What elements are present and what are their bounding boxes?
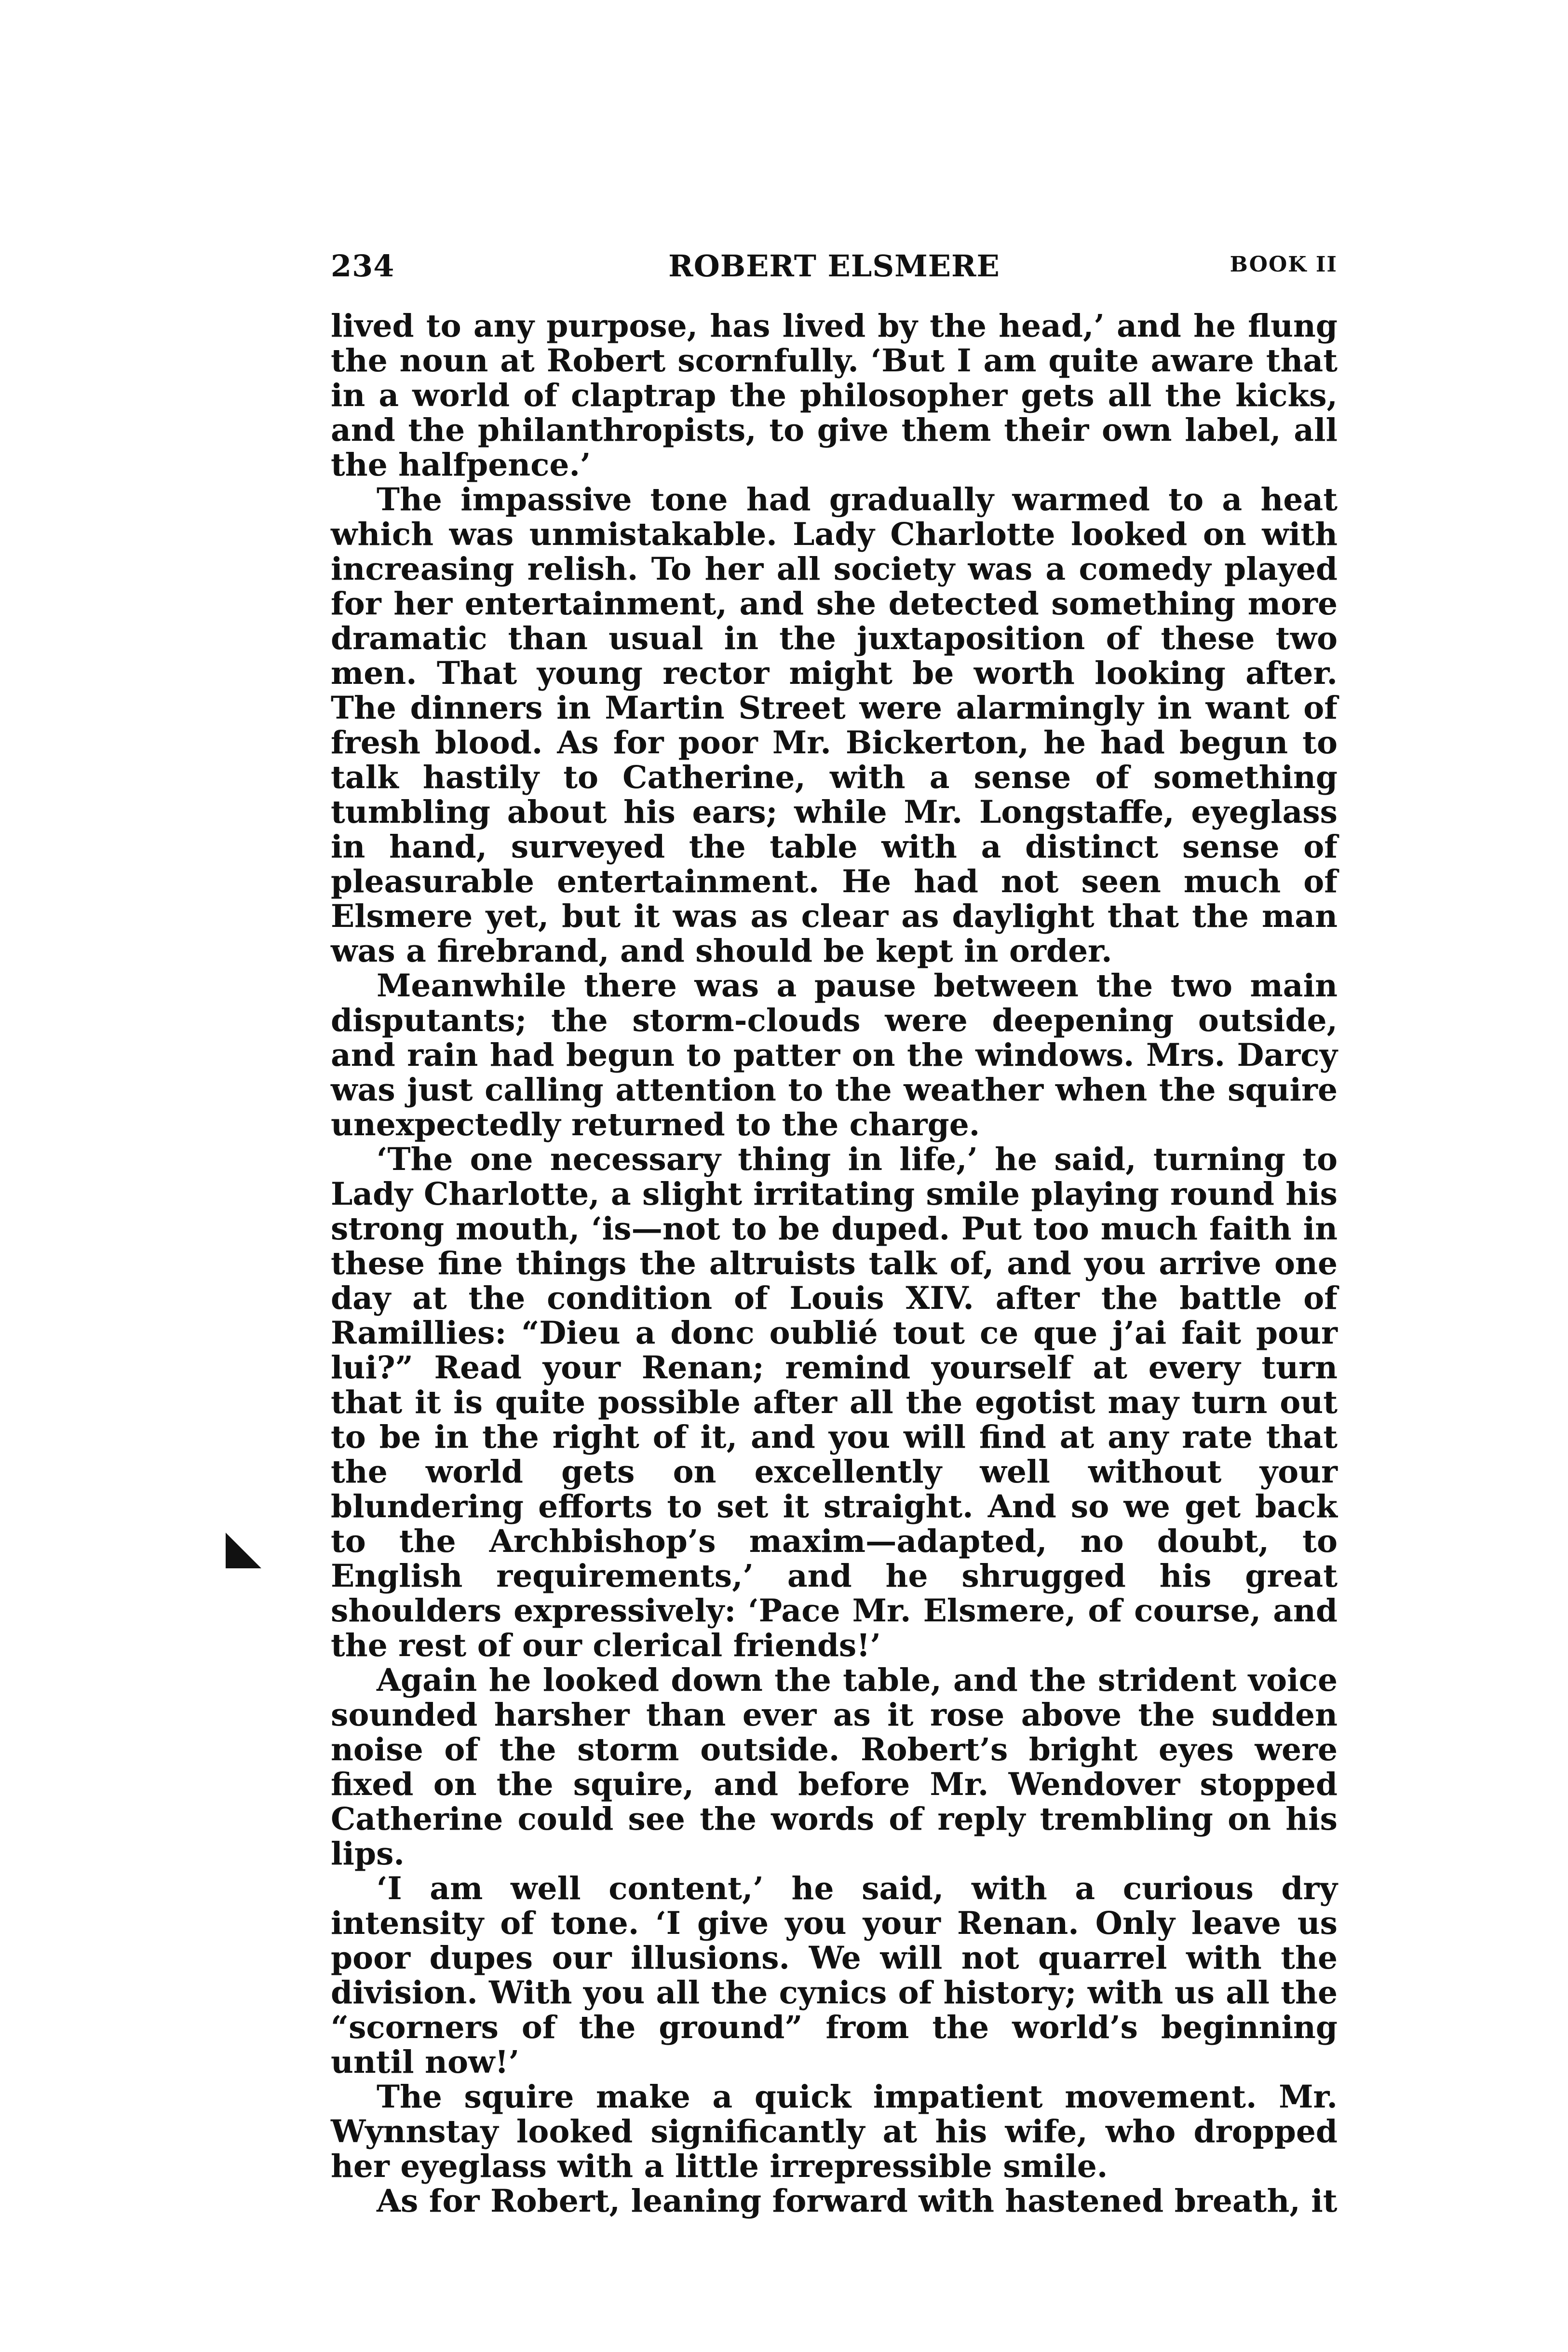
- page-body: [331, 309, 1338, 2218]
- book-label: BOOK II: [1230, 252, 1338, 277]
- triangle-marker-icon: [222, 1529, 265, 1572]
- triangle-marker-svg: [222, 1529, 265, 1572]
- running-header: [331, 248, 1338, 292]
- paragraph: The impassive tone had gradually warmed to a heat which was unmistakable. Lady Charlotte looked on with increasing relish. To her all society was a comedy played for her entertainment, and she detected something more dramatic than usual in the juxtaposition of these two men. That young rector might be worth looking after. The dinners in Martin Street were alarmingly in want of fresh blood. As for poor Mr. Bickerton, he had begun to talk hastily to Catherine, with a sense of something tumbling about his ears; while Mr. Longstaffe, eyeglass in hand, surveyed the table with a distinct sense of pleasurable entertainment. He had not seen much of Elsmere yet, but it was as clear as daylight that the man was a firebrand, and should be kept in order.: [331, 481, 1338, 969]
- paragraph: Again he looked down the table, and the strident voice sounded harsher than ever as it rose above the sudden noise of the storm outside. Robert’s bright eyes were fixed on the squire, and before Mr. Wendover stopped Catherine could see the words of reply trembling on his lips.: [331, 1662, 1338, 1872]
- paragraph: ‘The one necessary thing in life,’ he said, turning to Lady Charlotte, a slight irritating smile playing round his strong mouth, ‘is—not to be duped. Put too much faith in these fine things the altruists talk of, and you arrive one day at the condition of Louis XIV. after the battle of Ramillies: “Dieu a donc oublié tout ce que j’ai fait pour lui?” Read your Renan; remind yourself at every turn that it is quite possible after all the egotist may turn out to be in the right of it, and you will find at any rate that the world gets on excellently well without your blundering efforts to set it straight. And so we get back to the Archbishop’s maxim—adapted, no doubt, to English requirements,’ and he shrugged his great shoulders expressively: ‘Pace Mr. Elsmere, of course, and the rest of our clerical friends!’: [331, 1141, 1338, 1664]
- page-number: 234: [331, 248, 395, 284]
- running-title: ROBERT ELSMERE: [668, 248, 1000, 284]
- paragraph: Meanwhile there was a pause between the two main disputants; the storm-clouds were deepening outside, and rain had begun to patter on the windows. Mrs. Darcy was just calling attention to the weather when the squire unexpectedly returned to the charge.: [331, 967, 1338, 1143]
- paragraph: The squire make a quick impatient movement. Mr. Wynnstay looked significantly at his wife, who dropped her eyeglass with a little irrepressible smile.: [331, 2079, 1338, 2185]
- triangle-marker-shape: [226, 1533, 261, 1568]
- paragraph: ‘I am well content,’ he said, with a curious dry intensity of tone. ‘I give you your Renan. Only leave us poor dupes our illusions. We will not quarrel with the division. With you all the cynics of history; with us all the “scorners of the ground” from the world’s beginning until now!’: [331, 1870, 1338, 2080]
- paragraph: lived to any purpose, has lived by the head,’ and he flung the noun at Robert scornfully. ‘But I am quite aware that in a world of claptrap the philosopher gets all the kicks, and the philanthropists, to give them their own label, all the halfpence.’: [331, 308, 1338, 483]
- paragraph: As for Robert, leaning forward with hastened breath, it: [377, 2183, 1338, 2219]
